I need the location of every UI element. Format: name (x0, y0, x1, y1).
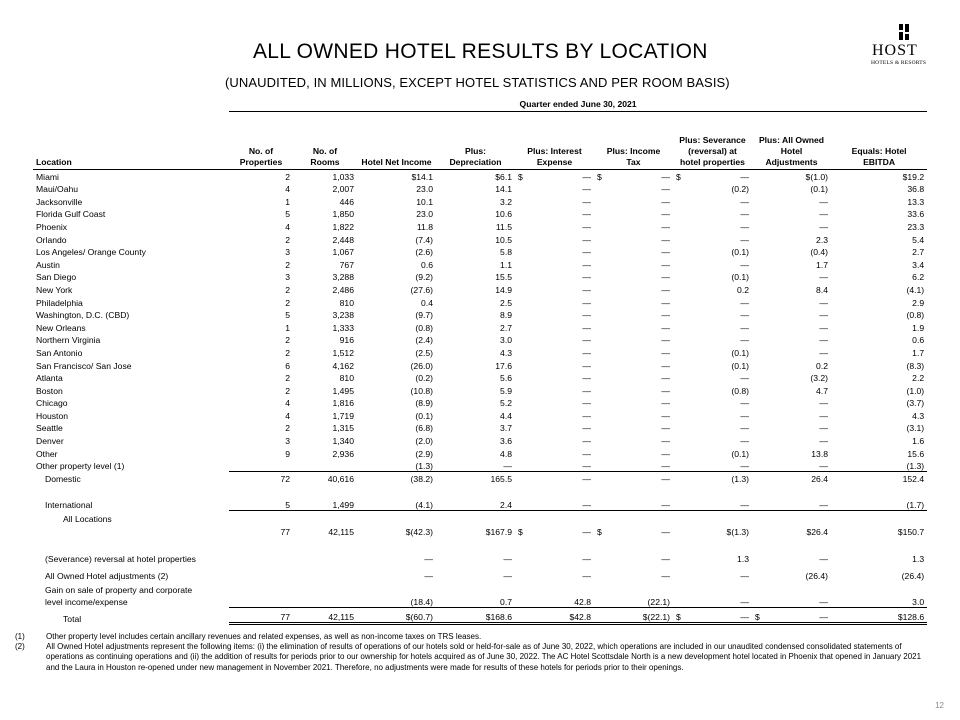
cell-p: 4 (285, 410, 290, 421)
cell-adj: — (819, 322, 828, 333)
cell-int: — (582, 209, 591, 220)
cell-int: — (582, 460, 591, 471)
cell-adj: — (819, 221, 828, 232)
footnotes (15, 632, 930, 673)
page-title: ALL OWNED HOTEL RESULTS BY LOCATION (253, 40, 708, 63)
cell-int: $ — (518, 171, 591, 182)
cell-r: 2,486 (332, 284, 354, 295)
header-tax: Plus: Income Tax (594, 111, 673, 169)
cell-r: 1,333 (332, 322, 354, 333)
logo-name: HOST (872, 42, 918, 59)
cell-ni: (0.8) (415, 322, 433, 333)
cell-r: 3,288 (332, 272, 354, 283)
location-name: Other (36, 448, 58, 459)
cell-sev: — (740, 423, 749, 434)
cell-p: 5 (285, 310, 290, 321)
cell-r: 446 (339, 196, 354, 207)
cell-ni: (10.8) (410, 385, 433, 396)
cell-r: 4,162 (332, 360, 354, 371)
table-row (33, 371, 927, 384)
cell-tax: — (661, 310, 670, 321)
logo-tagline: HOTELS & RESORTS (871, 60, 927, 66)
table-row (33, 257, 927, 270)
header-interest: Plus: Interest Expense (515, 111, 594, 169)
cell-sev: — (740, 460, 749, 471)
table-row (33, 358, 927, 371)
cell-ni: (2.6) (415, 247, 433, 258)
cell-sev: — (740, 209, 749, 220)
cell-ni: (2.0) (415, 436, 433, 447)
page-number: 12 (935, 701, 944, 710)
cell-int: — (582, 272, 591, 283)
location-name: Northern Virginia (36, 335, 101, 346)
cell-eb: (0.8) (906, 310, 925, 321)
table-row (33, 383, 927, 396)
cell-ni: (0.1) (415, 410, 433, 421)
cell-adj: 8.4 (816, 284, 828, 295)
cell-ni: $14.1 (411, 171, 433, 182)
cell-sev: (0.1) (731, 247, 749, 258)
cell-p: 2 (285, 259, 290, 270)
cell-int: — (582, 184, 591, 195)
cell-p: 2 (285, 297, 290, 308)
cell-eb: 15.6 (907, 448, 925, 459)
cell-adj: — (819, 410, 828, 421)
cell-r: 810 (339, 297, 354, 308)
cell-tax: — (661, 436, 670, 447)
cell-p: 2 (285, 284, 290, 295)
header-adjustments: Plus: All Owned Hotel Adjustments (752, 111, 831, 169)
cell-ni: 0.4 (421, 297, 433, 308)
table-row (33, 320, 927, 333)
cell-sev: $ — (676, 171, 749, 182)
cell-ni: (2.4) (415, 335, 433, 346)
cell-sev: (0.1) (731, 360, 749, 371)
cell-sev: 0.2 (737, 284, 749, 295)
domestic-row: Domestic 72 40,616 (38.2) 165.5 — — (1.3) 26.4 152.4 (33, 471, 927, 484)
cell-ni: 0.6 (421, 259, 433, 270)
cell-int: — (582, 247, 591, 258)
cell-int: — (582, 259, 591, 270)
cell-dep: 14.9 (495, 284, 512, 295)
cell-sev: (0.1) (731, 272, 749, 283)
location-name: Chicago (36, 398, 68, 409)
cell-dep: — (503, 460, 512, 471)
severance-row: (Severance) reversal at hotel properties — — — — 1.3 — 1.3 (45, 554, 925, 565)
table-row (33, 282, 927, 295)
cell-adj: — (819, 209, 828, 220)
cell-adj: 2.3 (816, 234, 828, 245)
cell-tax: — (661, 385, 670, 396)
location-name: Other property level (1) (36, 461, 125, 472)
cell-tax: — (661, 460, 670, 471)
cell-eb: 0.6 (912, 335, 925, 346)
header-depreciation: Plus: Depreciation (436, 111, 515, 169)
cell-r: 810 (339, 373, 354, 384)
cell-adj: $(1.0) (805, 171, 828, 182)
cell-sev: — (740, 322, 749, 333)
total-row: Total 77 42,115 $(60.7) $168.6 $42.8 $(22.1) $ — $ — $128.6 (33, 608, 927, 624)
footnote-1: (1) Other property level includes certain ancillary revenues and related expenses, as well as non-income taxes on TRS leases. (15, 632, 482, 641)
cell-tax: — (661, 347, 670, 358)
cell-sev: — (740, 410, 749, 421)
table-row (33, 396, 927, 409)
cell-r: 1,822 (332, 221, 354, 232)
cell-dep: 3.7 (500, 423, 512, 434)
cell-eb: 2.2 (912, 373, 925, 384)
cell-tax: — (661, 373, 670, 384)
cell-eb: 4.3 (912, 410, 925, 421)
table-row (33, 194, 927, 207)
cell-int: — (582, 436, 591, 447)
cell-p: 2 (285, 171, 290, 182)
cell-eb: (1.0) (906, 385, 925, 396)
cell-int: — (582, 284, 591, 295)
cell-dep: 4.8 (500, 448, 512, 459)
cell-r: 1,816 (332, 398, 354, 409)
header-severance: Plus: Severance (reversal) at hotel properties (673, 111, 752, 169)
cell-tax: — (661, 297, 670, 308)
cell-tax: — (661, 184, 670, 195)
cell-sev: — (740, 297, 749, 308)
cell-eb: (3.7) (906, 398, 925, 409)
cell-p: 1 (285, 196, 290, 207)
cell-adj: (0.1) (810, 184, 828, 195)
all-locations-row: All Locations 77 42,115 $(42.3) $167.9 $ — $ — $(1.3) $26.4 $150.7 (33, 510, 927, 537)
table-row (33, 182, 927, 195)
cell-tax: — (661, 335, 670, 346)
cell-tax: — (661, 196, 670, 207)
table-row (33, 219, 927, 232)
cell-p: 2 (285, 423, 290, 434)
column-headers (33, 111, 927, 169)
cell-p: 2 (285, 234, 290, 245)
cell-ni: (27.6) (410, 284, 433, 295)
cell-sev: — (740, 310, 749, 321)
cell-p: 2 (285, 347, 290, 358)
cell-dep: 4.4 (500, 410, 512, 421)
page-subtitle: (UNAUDITED, IN MILLIONS, EXCEPT HOTEL STATISTICS AND PER ROOM BASIS) (225, 75, 730, 90)
cell-ni: (1.3) (415, 460, 433, 471)
cell-int: — (582, 335, 591, 346)
cell-adj: 1.7 (816, 259, 828, 270)
cell-r: 2,007 (332, 184, 354, 195)
location-name: Washington, D.C. (CBD) (36, 310, 130, 321)
cell-ni: 23.0 (416, 184, 433, 195)
cell-r: 1,340 (332, 436, 354, 447)
cell-ni: (9.2) (415, 272, 433, 283)
cell-dep: 15.5 (495, 272, 512, 283)
table-row (33, 433, 927, 446)
cell-int: — (582, 448, 591, 459)
cell-eb: 3.4 (912, 259, 925, 270)
cell-int: — (582, 234, 591, 245)
cell-dep: 5.2 (500, 398, 512, 409)
cell-adj: — (819, 196, 828, 207)
cell-p: 3 (285, 436, 290, 447)
cell-dep: 10.5 (495, 234, 512, 245)
cell-dep: 4.3 (500, 347, 512, 358)
cell-dep: 3.6 (500, 436, 512, 447)
cell-ni: (26.0) (410, 360, 433, 371)
location-name: New York (36, 284, 73, 295)
cell-adj: 13.8 (811, 448, 828, 459)
table-row (33, 308, 927, 321)
cell-adj: — (819, 297, 828, 308)
cell-adj: — (819, 272, 828, 283)
cell-sev: (0.2) (731, 184, 749, 195)
cell-p: 2 (285, 335, 290, 346)
cell-sev: — (740, 335, 749, 346)
cell-p: 2 (285, 385, 290, 396)
cell-sev: — (740, 234, 749, 245)
location-name: Boston (36, 385, 63, 396)
table-row (33, 207, 927, 220)
cell-sev: — (740, 436, 749, 447)
cell-dep: 1.1 (500, 259, 512, 270)
location-name: Maui/Oahu (36, 184, 79, 195)
cell-r: 1,495 (332, 385, 354, 396)
cell-adj: — (819, 436, 828, 447)
location-name: Atlanta (36, 373, 63, 384)
cell-r (293, 459, 357, 472)
international-row: International 5 1,499 (4.1) 2.4 — — — — (1.7) (45, 499, 925, 511)
cell-sev: — (740, 373, 749, 384)
cell-adj: — (819, 310, 828, 321)
cell-int: — (582, 347, 591, 358)
cell-p (229, 459, 293, 472)
cell-dep: 17.6 (495, 360, 512, 371)
location-name: San Francisco/ San Jose (36, 360, 132, 371)
cell-tax: — (661, 272, 670, 283)
cell-tax: $ — (597, 171, 670, 182)
cell-p: 9 (285, 448, 290, 459)
table-row (33, 333, 927, 346)
cell-dep: 10.6 (495, 209, 512, 220)
cell-sev: (0.8) (731, 385, 749, 396)
cell-ni: (7.4) (415, 234, 433, 245)
cell-int: — (582, 310, 591, 321)
location-name: Denver (36, 436, 64, 447)
cell-dep: 14.1 (495, 184, 512, 195)
table-row (33, 169, 927, 182)
cell-eb: 36.8 (907, 184, 925, 195)
cell-p: 1 (285, 322, 290, 333)
cell-sev: — (740, 398, 749, 409)
cell-int: — (582, 385, 591, 396)
cell-eb: (4.1) (906, 284, 925, 295)
location-name: Seattle (36, 423, 63, 434)
location-name: Houston (36, 410, 69, 421)
table-row (33, 245, 927, 258)
cell-int: — (582, 196, 591, 207)
cell-tax: — (661, 398, 670, 409)
cell-ni: 11.8 (416, 221, 433, 232)
cell-ni: (8.9) (415, 398, 433, 409)
cell-p: 4 (285, 221, 290, 232)
cell-adj: — (819, 460, 828, 471)
cell-tax: — (661, 221, 670, 232)
cell-r: 1,033 (332, 171, 354, 182)
location-name: San Diego (36, 272, 77, 283)
table-row (33, 295, 927, 308)
table-row (33, 421, 927, 434)
cell-p: 4 (285, 184, 290, 195)
cell-dep: 2.5 (500, 297, 512, 308)
cell-p: 3 (285, 247, 290, 258)
cell-r: 1,850 (332, 209, 354, 220)
cell-adj: — (819, 423, 828, 434)
cell-sev: — (740, 259, 749, 270)
cell-dep: 5.9 (500, 385, 512, 396)
table-row (33, 446, 927, 459)
cell-eb: 1.6 (912, 436, 925, 447)
location-name: Los Angeles/ Orange County (36, 247, 146, 258)
table-row (33, 270, 927, 283)
cell-adj: (0.4) (810, 247, 828, 258)
cell-ni: (2.5) (415, 347, 433, 358)
cell-eb: 2.7 (912, 247, 925, 258)
location-name: Philadelphia (36, 297, 83, 308)
cell-p: 5 (285, 209, 290, 220)
cell-r: 3,238 (332, 310, 354, 321)
cell-adj: 0.2 (816, 360, 828, 371)
cell-tax: — (661, 448, 670, 459)
cell-eb: $19.2 (902, 171, 925, 182)
cell-p: 4 (285, 398, 290, 409)
location-name: New Orleans (36, 322, 86, 333)
cell-adj: 4.7 (816, 385, 828, 396)
cell-eb: 33.6 (907, 209, 925, 220)
cell-ni: (9.7) (415, 310, 433, 321)
cell-dep: 3.0 (500, 335, 512, 346)
header-net-income: Hotel Net Income (357, 111, 436, 169)
cell-sev: (0.1) (731, 448, 749, 459)
cell-dep: 5.8 (500, 247, 512, 258)
location-name: Florida Gulf Coast (36, 209, 106, 220)
results-table (33, 97, 927, 625)
header-properties: No. of Properties (229, 111, 293, 169)
cell-eb: 23.3 (907, 221, 925, 232)
location-name: Austin (36, 259, 60, 270)
cell-dep: 8.9 (500, 310, 512, 321)
cell-eb: 6.2 (912, 272, 925, 283)
location-name: San Antonio (36, 347, 83, 358)
cell-r: 1,067 (332, 247, 354, 258)
cell-int: — (582, 221, 591, 232)
cell-int: — (582, 398, 591, 409)
cell-r: 1,315 (332, 423, 354, 434)
cell-eb: 5.4 (912, 234, 925, 245)
cell-adj: — (819, 347, 828, 358)
cell-p: 2 (285, 373, 290, 384)
cell-tax: — (661, 423, 670, 434)
cell-tax: — (661, 247, 670, 258)
cell-dep: 5.6 (500, 373, 512, 384)
cell-sev: (0.1) (731, 347, 749, 358)
table-row (33, 408, 927, 421)
cell-adj: — (819, 335, 828, 346)
footnote-2: (2) All Owned Hotel adjustments represent the following items: (i) the elimination of results of operations of our hotels sold or held-for-sale as of June 30, 2022, which operations are included in our unaudited condensed consolidated statements of operations as continuing operations and (ii) the addition of results for periods prior to our ownership for hotels acquired as of June 30, 2022. The AC Hotel Scottsdale North is a new development hotel located in Phoenix that opened in January 2021 and the Laura in Houston re-opened under new management in November 2021. Therefore, no adjustments were made for results of these hotels for periods prior to their openings. (15, 642, 922, 672)
cell-r: 2,448 (332, 234, 354, 245)
cell-int: — (582, 423, 591, 434)
cell-tax: — (661, 234, 670, 245)
cell-adj: — (819, 398, 828, 409)
location-name: Phoenix (36, 221, 68, 232)
cell-r: 916 (339, 335, 354, 346)
cell-ni: 10.1 (416, 196, 433, 207)
cell-eb: 1.9 (912, 322, 925, 333)
cell-p: 6 (285, 360, 290, 371)
cell-dep: $6.1 (495, 171, 512, 182)
cell-int: — (582, 297, 591, 308)
cell-int: — (582, 373, 591, 384)
cell-dep: 3.2 (500, 196, 512, 207)
cell-dep: 2.7 (500, 322, 512, 333)
location-name: Miami (36, 171, 59, 182)
cell-tax: — (661, 322, 670, 333)
cell-sev: — (740, 196, 749, 207)
cell-eb: 1.7 (912, 347, 925, 358)
location-name: Jacksonville (36, 196, 83, 207)
table-row (33, 345, 927, 358)
cell-int: — (582, 410, 591, 421)
header-ebitda: Equals: Hotel EBITDA (831, 111, 927, 169)
header-location: Location (33, 111, 229, 169)
cell-int: — (582, 360, 591, 371)
cell-r: 1,512 (332, 347, 354, 358)
cell-ni: (2.9) (415, 448, 433, 459)
header-rooms: No. of Rooms (293, 111, 357, 169)
cell-adj: (3.2) (810, 373, 828, 384)
cell-int: — (582, 322, 591, 333)
cell-ni: (6.8) (415, 423, 433, 434)
cell-tax: — (661, 209, 670, 220)
cell-dep: 11.5 (495, 221, 512, 232)
period-header: Quarter ended June 30, 2021 (229, 97, 927, 111)
cell-p: 3 (285, 272, 290, 283)
adjustments-row: All Owned Hotel adjustments (2) — — — — — (26.4) (26.4) (45, 570, 925, 581)
cell-ni: (0.2) (415, 373, 433, 384)
cell-r: 767 (339, 259, 354, 270)
gain-row: Gain on sale of property and corporate level income/expense (18.4) 0.7 42.8 (22.1) — — 3.0 (45, 584, 925, 608)
cell-ni: 23.0 (416, 209, 433, 220)
cell-r: 2,936 (332, 448, 354, 459)
cell-eb: 13.3 (907, 196, 925, 207)
cell-sev: — (740, 221, 749, 232)
cell-tax: — (661, 284, 670, 295)
cell-tax: — (661, 259, 670, 270)
cell-eb: (1.3) (906, 460, 925, 471)
cell-tax: — (661, 360, 670, 371)
cell-tax: — (661, 410, 670, 421)
cell-eb: 2.9 (912, 297, 925, 308)
cell-eb: (3.1) (906, 423, 925, 434)
location-name: Orlando (36, 234, 67, 245)
table-row (33, 232, 927, 245)
cell-eb: (8.3) (906, 360, 925, 371)
table-row (33, 459, 927, 472)
cell-r: 1,719 (332, 410, 354, 421)
